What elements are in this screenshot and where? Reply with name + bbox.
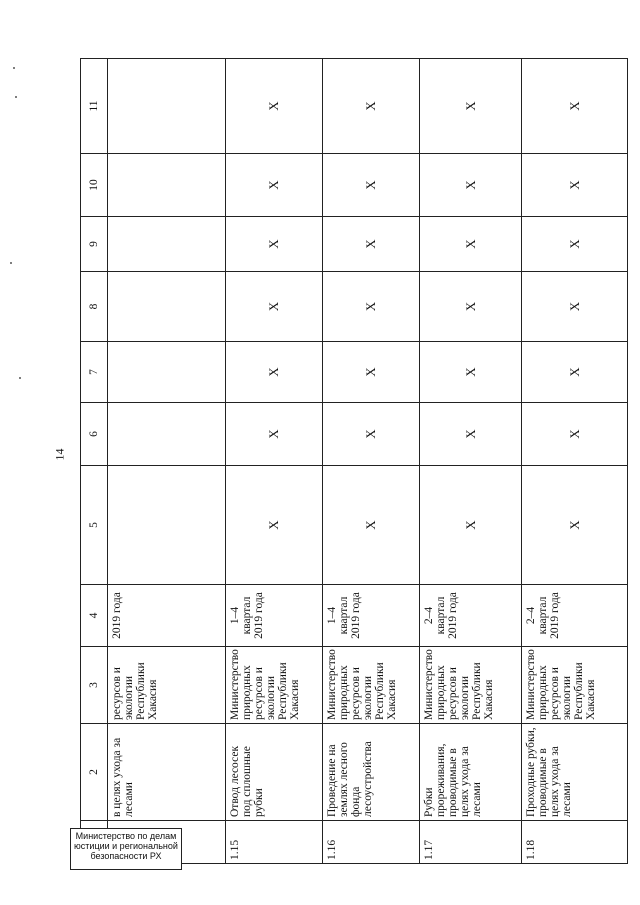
header-cell: 8: [81, 272, 108, 342]
header-cell: 7: [81, 342, 108, 403]
activity-name-cell: Отвод лесосек под сплошные рубки: [226, 724, 323, 821]
value-cell: X: [323, 342, 420, 403]
value-cell: X: [522, 403, 628, 466]
value-cell: X: [323, 59, 420, 154]
value-cell: X: [522, 154, 628, 217]
executor-cell: ресурсов и экологии Республики Хакасия: [108, 647, 226, 724]
term-cell: 1–4 квартал 2019 года: [323, 585, 420, 647]
rotated-table-container: [80, 59, 597, 864]
header-cell: 10: [81, 154, 108, 217]
value-cell: [108, 342, 226, 403]
row-number-cell: 1.18: [522, 821, 628, 864]
value-cell: X: [323, 403, 420, 466]
value-cell: X: [522, 272, 628, 342]
value-cell: X: [522, 217, 628, 272]
term-cell: 1–4 квартал 2019 года: [226, 585, 323, 647]
header-cell: 6: [81, 403, 108, 466]
value-cell: X: [226, 403, 323, 466]
value-cell: X: [522, 466, 628, 585]
value-cell: X: [522, 59, 628, 154]
value-cell: [108, 466, 226, 585]
term-cell: 2019 года: [108, 585, 226, 647]
executor-cell: Министерство природных ресурсов и экологии Республики Хакасия: [226, 647, 323, 724]
executor-cell: Министерство природных ресурсов и экологии Республики Хакасия: [323, 647, 420, 724]
page-number: 14: [52, 448, 67, 461]
scan-speck: [15, 96, 17, 98]
scan-speck: [13, 67, 15, 69]
value-cell: X: [226, 342, 323, 403]
activity-name-cell: Проведение на землях лесного фонда лесоустройства: [323, 724, 420, 821]
value-cell: X: [420, 403, 522, 466]
value-cell: X: [323, 272, 420, 342]
value-cell: X: [420, 342, 522, 403]
activity-name-cell: Рубки прореживания, проводимые в целях ухода за лесами: [420, 724, 522, 821]
header-cell: 3: [81, 647, 108, 724]
table-row: [522, 59, 628, 864]
value-cell: X: [420, 272, 522, 342]
registration-stamp: Министерство по делам юстиции и региональной безопасности РХ: [70, 828, 182, 870]
value-cell: X: [323, 466, 420, 585]
header-row: [81, 59, 108, 864]
row-number-cell: 1.16: [323, 821, 420, 864]
header-cell: 2: [81, 724, 108, 821]
executor-cell: Министерство природных ресурсов и экологии Республики Хакасия: [420, 647, 522, 724]
value-cell: X: [226, 466, 323, 585]
table-row: [108, 59, 226, 864]
term-cell: 2–4 квартал 2019 года: [522, 585, 628, 647]
executor-cell: Министерство природных ресурсов и экологии Республики Хакасия: [522, 647, 628, 724]
value-cell: X: [420, 59, 522, 154]
value-cell: X: [420, 466, 522, 585]
value-cell: X: [323, 217, 420, 272]
header-cell: 9: [81, 217, 108, 272]
term-cell: 2–4 квартал 2019 года: [420, 585, 522, 647]
scan-speck: [10, 262, 12, 264]
plan-table: [80, 58, 628, 864]
value-cell: [108, 59, 226, 154]
table-row: [226, 59, 323, 864]
table-row: [420, 59, 522, 864]
value-cell: X: [522, 342, 628, 403]
value-cell: X: [226, 217, 323, 272]
row-number-cell: 1.15: [226, 821, 323, 864]
value-cell: X: [420, 154, 522, 217]
value-cell: X: [226, 154, 323, 217]
header-cell: 5: [81, 466, 108, 585]
activity-name-cell: в целях ухода за лесами: [108, 724, 226, 821]
value-cell: [108, 403, 226, 466]
value-cell: X: [226, 59, 323, 154]
header-cell: 4: [81, 585, 108, 647]
activity-name-cell: Проходные рубки, проводимые в целях ухода за лесами: [522, 724, 628, 821]
row-number-cell: 1.17: [420, 821, 522, 864]
value-cell: X: [226, 272, 323, 342]
value-cell: X: [323, 154, 420, 217]
value-cell: [108, 272, 226, 342]
scan-speck: [19, 377, 21, 379]
value-cell: [108, 217, 226, 272]
table-body: [108, 59, 628, 864]
value-cell: X: [420, 217, 522, 272]
value-cell: [108, 154, 226, 217]
header-cell: 11: [81, 59, 108, 154]
table-row: [323, 59, 420, 864]
